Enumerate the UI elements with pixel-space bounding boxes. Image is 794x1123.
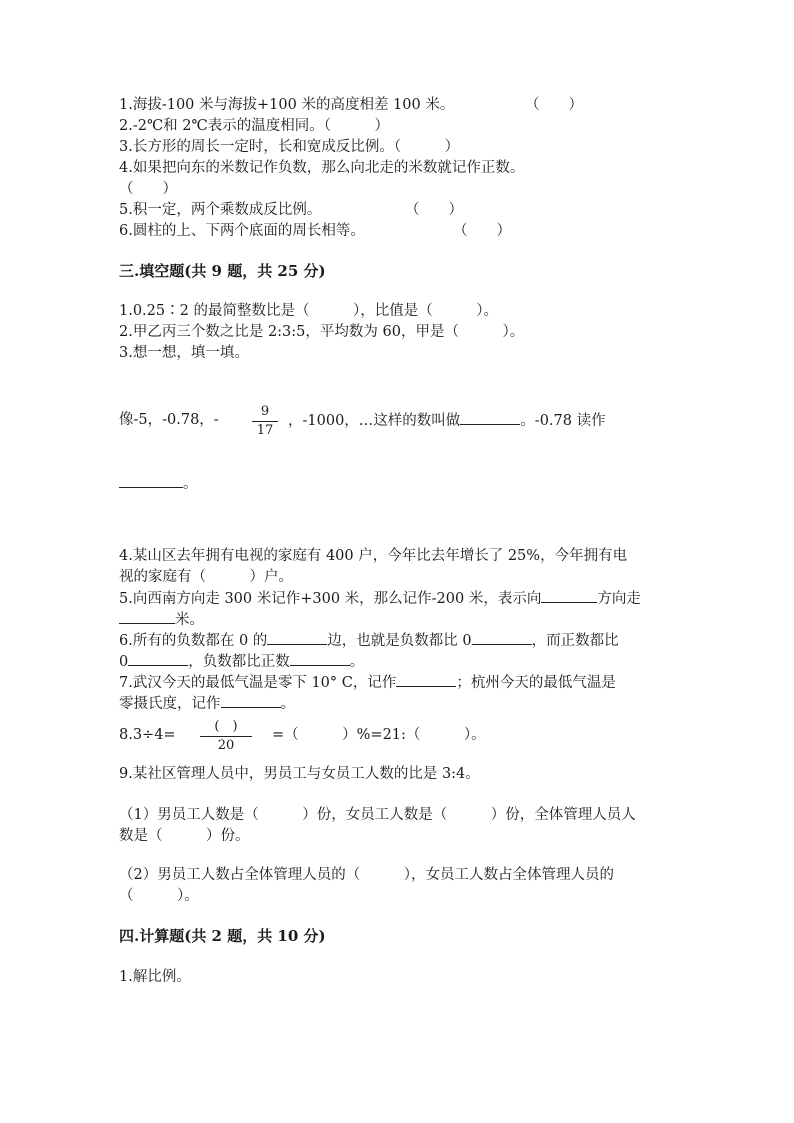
judge-item-3: 3.长方形的周长一定时，长和宽成反比例。（ ） <box>119 139 460 155</box>
fill-q3-line: 像-5，-0.78，- <box>119 412 219 428</box>
fill-q8-a: 8.3÷4= <box>119 727 176 743</box>
fill-q7-b: 零摄氏度，记作 。 <box>119 693 295 715</box>
fill-q5-b: 米。 <box>119 609 204 631</box>
answer-blank[interactable] <box>119 473 183 488</box>
fill-q5-a: 5.向西南方向走 300 米记作+300 米，那么记作-200 米，表示向 方向走 <box>119 588 641 610</box>
fill-q6-b: 0 ，负数都比正数 。 <box>119 651 364 673</box>
fill-q1: 1.0.25∶2 的最简整数比是（ ），比值是（ ）。 <box>119 303 498 319</box>
answer-blank[interactable] <box>472 630 532 645</box>
judge-item-4-paren: （ ） <box>119 181 177 197</box>
answer-blank[interactable] <box>396 672 456 687</box>
fill-q2: 2.甲乙丙三个数之比是 2:3:5，平均数为 60，甲是（ ）。 <box>119 324 525 340</box>
fill-q4-b: 视的家庭有（ ）户。 <box>119 569 293 585</box>
answer-blank[interactable] <box>290 651 350 666</box>
fill-q9: 9.某社区管理人员中，男员工与女员工人数的比是 3:4。 <box>119 766 480 782</box>
judge-item-4: 4.如果把向东的米数记作负数，那么向北走的米数就记作正数。 <box>119 160 525 176</box>
fraction-blank-20: ( ) 20 <box>200 718 252 755</box>
answer-blank[interactable] <box>221 693 281 708</box>
fill-q9-2a: （2）男员工人数占全体管理人员的（ ），女员工人数占全体管理人员的 <box>119 867 614 883</box>
judge-item-6: 6.圆柱的上、下两个底面的周长相等。 <box>119 223 365 239</box>
judge-item-1: 1.海拔-100 米与海拔+100 米的高度相差 100 米。 <box>119 97 455 113</box>
fill-heading: 三.填空题(共 9 题，共 25 分) <box>119 262 326 280</box>
fill-q6-a: 6.所有的负数都在 0 的 边，也就是负数都比 0 ，而正数都比 <box>119 630 619 652</box>
fill-q8-b: =（ ）%=21:（ ）。 <box>272 727 486 743</box>
judge-item-5: 5.积一定，两个乘数成反比例。 <box>119 202 322 218</box>
fill-q7-a: 7.武汉今天的最低气温是零下 10° C，记作 ；杭州今天的最低气温是 <box>119 672 616 694</box>
calc-heading: 四.计算题(共 2 题，共 10 分) <box>119 927 326 945</box>
answer-blank[interactable] <box>460 410 520 425</box>
answer-blank[interactable] <box>267 630 327 645</box>
answer-blank[interactable] <box>128 651 188 666</box>
fill-q9-1b: 数是（ ）份。 <box>119 828 250 844</box>
answer-blank[interactable] <box>541 588 597 603</box>
answer-blank[interactable] <box>119 609 175 624</box>
fill-q3: 3.想一想，填一填。 <box>119 345 249 361</box>
fill-q9-2b: （ ）。 <box>119 888 199 904</box>
fill-q3-line-cont: ，-1000，…这样的数叫做 。-0.78 读作 <box>288 410 606 432</box>
calc-q1: 1.解比例。 <box>119 969 191 985</box>
fraction-9-17: 9 17 <box>252 403 278 440</box>
judge-item-5-paren: （ ） <box>405 202 463 218</box>
fill-q4-a: 4.某山区去年拥有电视的家庭有 400 户，今年比去年增长了 25%，今年拥有电 <box>119 548 628 564</box>
judge-item-2: 2.-2℃和 2℃表示的温度相同。（ ） <box>119 118 389 134</box>
fill-q9-1a: （1）男员工人数是（ ）份，女员工人数是（ ）份，全体管理人员人 <box>119 807 636 823</box>
fill-q3-line2: 。 <box>119 473 198 495</box>
judge-item-1-paren: （ ） <box>525 97 583 113</box>
judge-item-6-paren: （ ） <box>453 223 511 239</box>
